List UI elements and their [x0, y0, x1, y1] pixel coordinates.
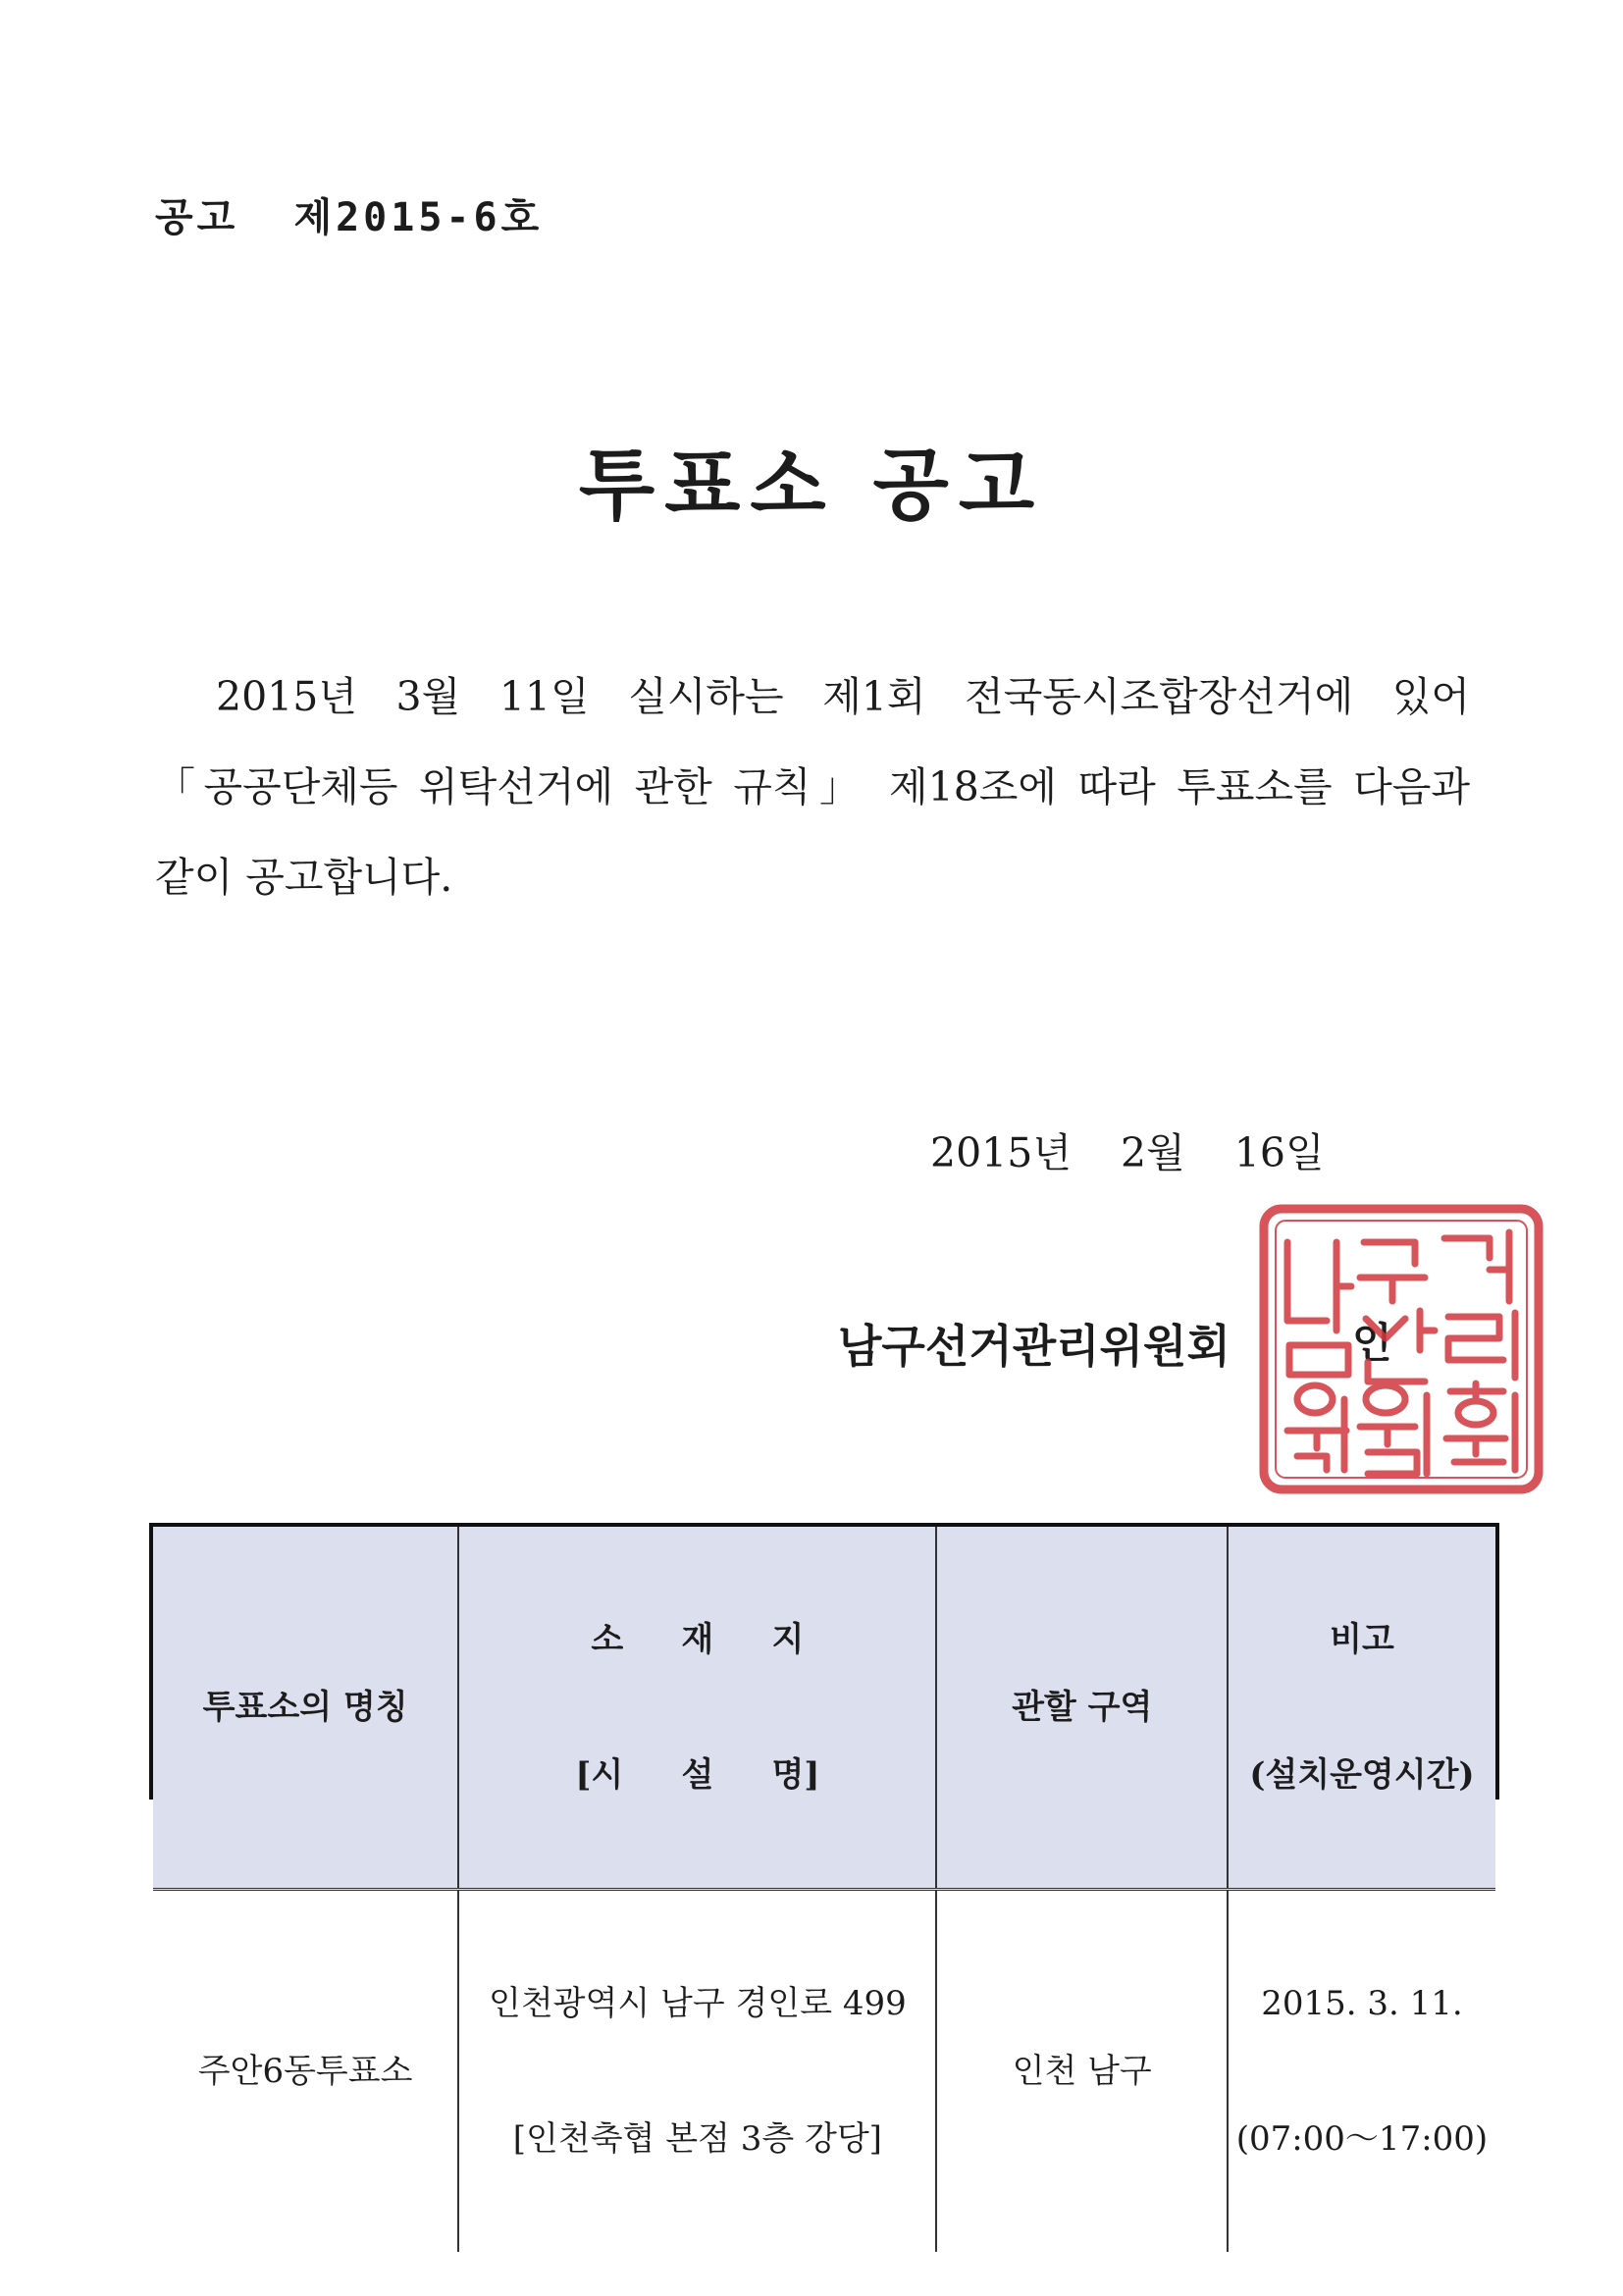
election-date: 2015. 3. 11. — [1261, 1984, 1463, 2023]
header-text: [시 설 명] — [575, 1755, 820, 1795]
operating-hours: (07:00～17:00) — [1235, 2119, 1489, 2159]
header-text: 소 재 지 — [591, 1620, 805, 1659]
body-line: 2015년 3월 11일 실시하는 제1회 전국동시조합장선거에 있어 — [216, 673, 1470, 720]
document-title: 투표소 공고 — [578, 439, 1045, 531]
table-row — [153, 1890, 1495, 2253]
station-address: 인천광역시 남구 경인로 499 — [488, 1984, 907, 2023]
body-line: 「공공단체등 위탁선거에 관한 규칙」 제18조에 따라 투표소를 다음과 — [155, 763, 1470, 810]
announcement-date: 2015년 2월 16일 — [930, 1129, 1325, 1176]
header-text: (설치운영시간) — [1249, 1755, 1475, 1795]
notice-number: 공고 제2015-6호 — [155, 195, 544, 240]
cell-location — [458, 1890, 936, 2253]
cell-district — [936, 1890, 1227, 2253]
header-text: 관할 구역 — [1012, 1688, 1153, 1727]
announcement-body — [155, 652, 1470, 922]
station-district: 인천 남구 — [1012, 2052, 1152, 2091]
station-facility: [인천축협 본점 3층 강당] — [512, 2119, 882, 2159]
polling-station-table — [149, 1523, 1499, 2159]
header-location — [458, 1527, 936, 1890]
body-line: 같이 공고합니다. — [155, 854, 453, 901]
header-station-name — [153, 1527, 458, 1890]
official-seal-stamp — [1258, 1203, 1544, 1495]
station-name: 주안6동투표소 — [197, 2052, 413, 2091]
header-text: 투표소의 명칭 — [202, 1688, 408, 1727]
polling-station-grid — [153, 1527, 1495, 2252]
header-text: 비고 — [1330, 1620, 1394, 1659]
header-district — [936, 1527, 1227, 1890]
cell-remarks — [1228, 1890, 1495, 2253]
issuer-name: 남구선거관리위원회 — [838, 1320, 1230, 1373]
table-header-row — [153, 1527, 1495, 1890]
cell-station-name — [153, 1890, 458, 2253]
seal-mark: 인 — [1352, 1319, 1392, 1367]
header-remarks — [1228, 1527, 1495, 1890]
